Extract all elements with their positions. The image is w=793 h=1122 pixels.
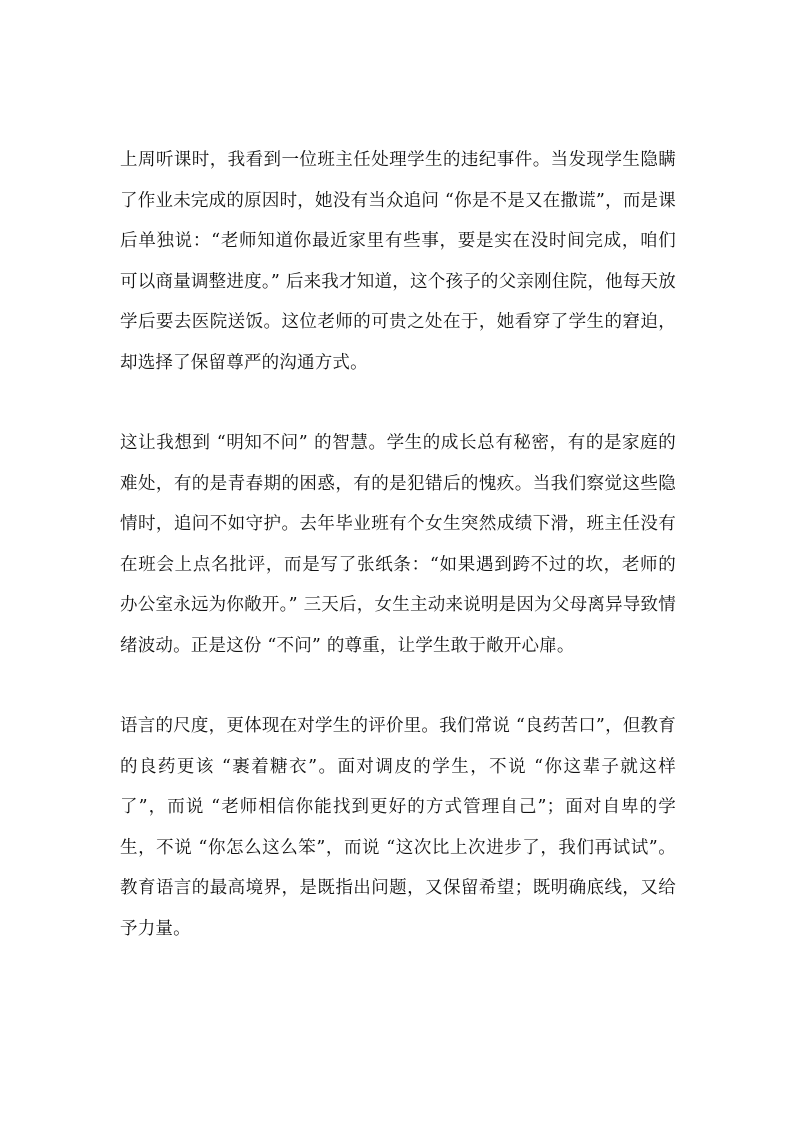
paragraph-1: 上周听课时，我看到一位班主任处理学生的违纪事件。当发现学生隐瞒了作业未完成的原因时，她没有当众追问 “你是不是又在撒谎”，而是课后单独说：“老师知道你最近家里有些事，要是实在没时间完成，咱们可以商量调整进度。” 后来我才知道，这个孩子的父亲刚住院，他每天放学后要去医院送饭。这位老师的可贵之处在于，她看穿了学生的窘迫，却选择了保留尊严的沟通方式。 [120, 150, 676, 373]
paragraph-2: 这让我想到 “明知不问” 的智慧。学生的成长总有秘密，有的是家庭的难处，有的是青春期的困惑，有的是犯错后的愧疚。当我们察觉这些隐情时，追问不如守护。去年毕业班有个女生突然成绩下滑，班主任没有在班会上点名批评，而是写了张纸条：“如果遇到跨不过的坎，老师的办公室永远为你敞开。” 三天后，女生主动来说明是因为父母离异导致情绪波动。正是这份 “不问” 的尊重，让学生敢于敞开心扉。 [120, 433, 676, 656]
document-body [120, 140, 676, 949]
paragraph-3: 语言的尺度，更体现在对学生的评价里。我们常说 “良药苦口”，但教育的良药更该 “裹着糖衣”。面对调皮的学生，不说 “你这辈子就这样了”，而说 “老师相信你能找到更好的方式管理自己”；面对自卑的学生，不说 “你怎么这么笨”，而说 “这次比上次进步了，我们再试试”。教育语言的最高境界，是既指出问题，又保留希望；既明确底线，又给予力量。 [120, 716, 676, 939]
